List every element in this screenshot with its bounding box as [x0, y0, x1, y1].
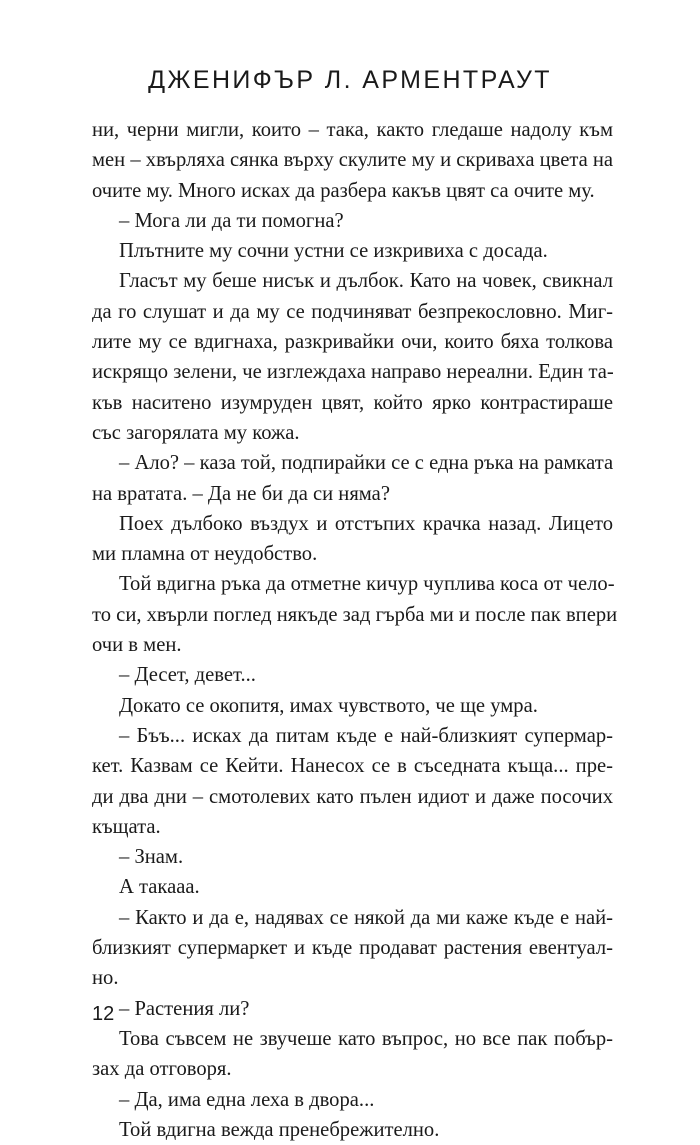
- text-line: – Ало? – каза той, подпирайки се с една ръка на рамката: [119, 452, 614, 475]
- text-line: – Мога ли да ти помогна?: [119, 209, 344, 232]
- text-line: очи в мен.: [92, 634, 182, 657]
- text-line: – Десет, девет...: [119, 664, 256, 687]
- text-line: Той вдигна ръка да отметне кичур чуплива коса от чело-: [119, 573, 615, 596]
- text-line: – Растения ли?: [119, 997, 250, 1020]
- text-line: – Бъъ... исках да питам къде е най-близкият супермар-: [119, 724, 613, 747]
- text-line: Докато се окопитя, имах чувството, че ще умра.: [119, 694, 538, 717]
- text-line: ни, черни мигли, които – така, както гледаше надолу към: [92, 119, 613, 141]
- text-line: ди два дни – смотолевих като пълен идиот и даже посочих: [92, 785, 613, 808]
- text-line: искрящо зелени, че изглеждаха направо нереални. Един та-: [92, 361, 614, 384]
- text-line: мен – хвърляха сянка върху скулите му и скриваха цвета на: [92, 149, 614, 172]
- page-number: 12: [92, 1003, 115, 1025]
- text-line: лите му се вдигнаха, разкривайки очи, които бяха толкова: [92, 331, 613, 354]
- text-line: ми пламна от неудобство.: [92, 543, 318, 566]
- text-line: – Както и да е, надявах се някой да ми каже къде е най-: [119, 906, 613, 929]
- text-line: зах да отговоря.: [92, 1058, 232, 1081]
- text-line: – Да, има една леха в двора...: [119, 1088, 375, 1111]
- text-line: на вратата. – Да не би да си няма?: [92, 482, 390, 505]
- running-head-author: ДЖЕНИФЪР Л. АРМЕНТРАУТ: [148, 66, 552, 94]
- text-line: Поех дълбоко въздух и отстъпих крачка назад. Лицето: [119, 512, 613, 535]
- text-line: къв наситено изумруден цвят, който ярко контрастираше: [92, 391, 613, 414]
- text-line: кет. Казвам се Кейти. Нанесох се в съседната къща... пре-: [92, 755, 613, 778]
- body-text: [92, 115, 618, 1145]
- text-line: то си, хвърли поглед някъде зад гърба ми и после пак впери: [92, 603, 618, 626]
- text-line: със загорялата му кожа.: [92, 421, 300, 444]
- text-line: Той вдигна вежда пренебрежително.: [119, 1118, 440, 1141]
- text-line: но.: [92, 967, 119, 990]
- text-line: очите му. Много исках да разбера какъв цвят са очите му.: [92, 179, 595, 202]
- text-line: да го слушат и да му се подчиняват безпрекословно. Миг-: [92, 300, 613, 323]
- text-line: А такааа.: [119, 876, 200, 899]
- text-line: близкият супермаркет и къде продават растения евентуал-: [92, 937, 613, 960]
- text-line: къщата.: [92, 815, 161, 838]
- text-line: Гласът му беше нисък и дълбок. Като на човек, свикнал: [119, 270, 613, 293]
- text-line: Плътните му сочни устни се изкривиха с досада.: [119, 240, 548, 263]
- text-line: Това съвсем не звучеше като въпрос, но все пак побър-: [119, 1027, 613, 1050]
- text-line: – Знам.: [119, 846, 184, 869]
